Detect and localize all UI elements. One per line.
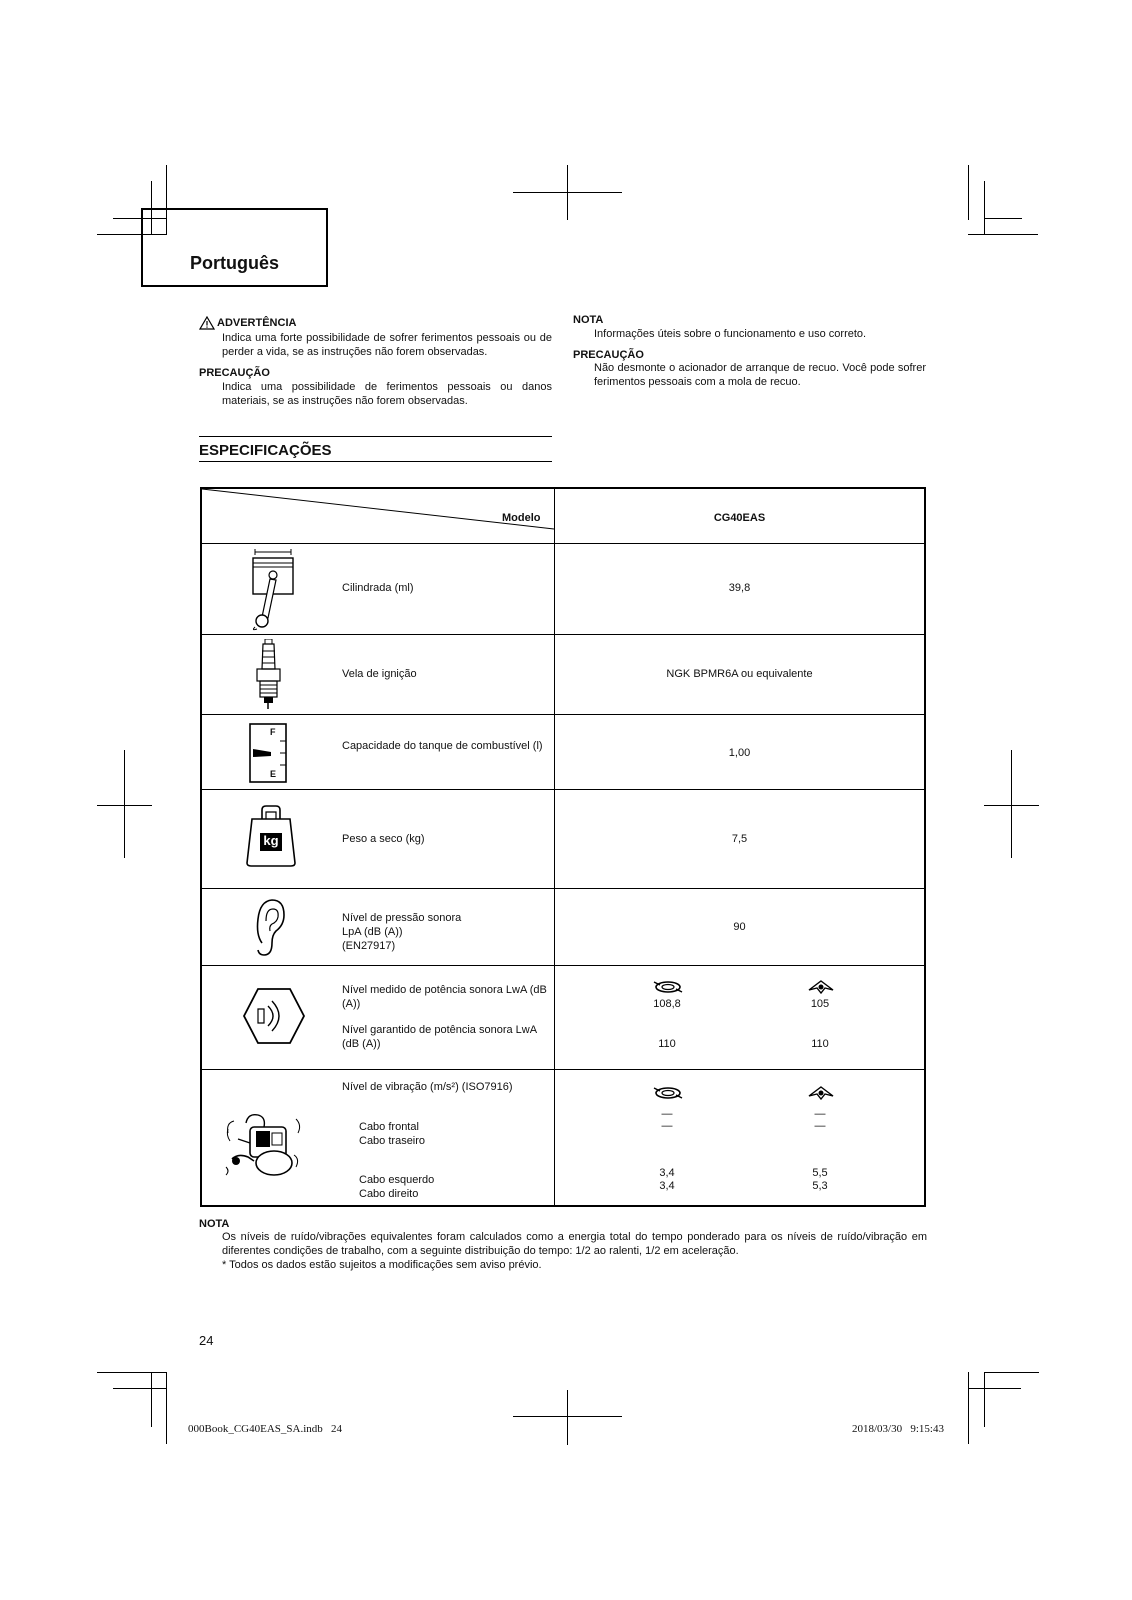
- caution-left-section: [199, 367, 552, 408]
- weight-icon: [246, 805, 296, 867]
- header-model-value: CG40EAS: [713, 512, 766, 524]
- weight-unit-label: kg: [263, 833, 279, 848]
- warning-label: ADVERTÊNCIA: [217, 317, 297, 329]
- vibration-blade-rear: —: [814, 1120, 826, 1132]
- column-divider: [554, 489, 555, 1205]
- bottom-note-disclaimer: * Todos os dados estão sujeitos a modificações sem aviso prévio.: [222, 1259, 542, 1271]
- vibration-blade-right: 5,3: [812, 1180, 828, 1192]
- piston-icon: [247, 549, 302, 631]
- vibration-right-label: Cabo direito: [359, 1188, 419, 1200]
- fuel-tank-label: Capacidade do tanque de combustível (l): [342, 740, 543, 752]
- footer-timestamp: 2018/03/30 9:15:43: [852, 1423, 944, 1435]
- specifications-table: [200, 487, 926, 1207]
- sound-power-blade-guaranteed: 110: [811, 1038, 829, 1050]
- blade-cutter-icon: [805, 979, 837, 995]
- nylon-cutter-icon: [652, 979, 684, 995]
- vibration-rear-label: Cabo traseiro: [359, 1135, 426, 1147]
- ear-icon: [254, 897, 288, 959]
- bottom-note-text: Os níveis de ruído/vibrações equivalentes foram calculados como a energia total do tempo ponderado para os níveis de ruído/vibração em diferentes condições de trabalho, com a seguinte distribuição do tempo: 1/2 ao ralenti, 1/2 em aceleração.: [222, 1231, 927, 1257]
- gauge-empty-label: E: [270, 769, 277, 779]
- vibration-blade-front: —: [814, 1108, 826, 1120]
- vibration-blade-left: 5,5: [812, 1167, 828, 1179]
- header-model-label: Modelo: [502, 512, 541, 524]
- sound-power-guaranteed-label: Nível garantido de potência sonora LwA (dB (A)): [342, 1024, 537, 1050]
- specifications-title: ESPECIFICAÇÕES: [199, 442, 332, 459]
- fuel-gauge-icon: [249, 723, 287, 783]
- sound-pressure-label-line-3: (EN27917): [342, 940, 396, 952]
- nylon-cutter-icon: [652, 1085, 684, 1101]
- warning-triangle-icon: [199, 316, 215, 330]
- page-number: 24: [199, 1333, 214, 1348]
- warning-text: Indica uma forte possibilidade de sofrer ferimentos pessoais ou de perder a vida, se as instruções não forem observadas.: [222, 332, 552, 358]
- warning-section: [199, 316, 552, 359]
- displacement-label: Cilindrada (ml): [342, 582, 414, 594]
- vibration-nylon-right: 3,4: [659, 1180, 675, 1192]
- language-heading: Português: [189, 253, 279, 273]
- sound-power-nylon-guaranteed: 110: [658, 1038, 676, 1050]
- blade-cutter-icon: [805, 1085, 837, 1101]
- caution-right-label: PRECAUÇÃO: [573, 349, 644, 361]
- dry-weight-label: Peso a seco (kg): [342, 833, 425, 845]
- sound-power-blade-measured: 105: [810, 998, 830, 1010]
- note-right-text: Informações úteis sobre o funcionamento e uso correto.: [594, 328, 867, 340]
- operator-vibration-icon: [224, 1109, 306, 1181]
- caution-left-label: PRECAUÇÃO: [199, 367, 270, 379]
- sound-power-nylon-measured: 108,8: [653, 998, 681, 1010]
- vibration-nylon-rear: —: [661, 1120, 673, 1132]
- caution-right-section: [573, 349, 926, 389]
- footer-file-name: 000Book_CG40EAS_SA.indb 24: [188, 1423, 343, 1435]
- vibration-nylon-left: 3,4: [659, 1167, 675, 1179]
- caution-left-text: Indica uma possibilidade de ferimentos pessoais ou danos materiais, se as instruções não forem observadas.: [222, 381, 552, 407]
- sound-pressure-value: 90: [733, 921, 746, 933]
- vibration-front-label: Cabo frontal: [359, 1121, 419, 1133]
- vibration-label: Nível de vibração (m/s²) (ISO7916): [342, 1081, 513, 1093]
- sound-pressure-label-line-2: LpA (dB (A)): [342, 926, 403, 938]
- displacement-value: 39,8: [728, 582, 751, 594]
- bottom-note-label: NOTA: [199, 1218, 230, 1230]
- vibration-nylon-front: —: [661, 1108, 673, 1120]
- specifications-heading: [199, 436, 552, 462]
- spark-plug-icon: [252, 639, 286, 711]
- dry-weight-value: 7,5: [731, 833, 748, 845]
- sound-power-icon: [242, 987, 306, 1045]
- spark-plug-label: Vela de ignição: [342, 668, 417, 680]
- sound-pressure-label: [342, 911, 461, 953]
- sound-pressure-label-line-1: Nível de pressão sonora: [342, 912, 462, 924]
- spark-plug-value: NGK BPMR6A ou equivalente: [666, 668, 813, 680]
- note-right-label: NOTA: [573, 314, 604, 326]
- caution-right-text: Não desmonte o acionador de arranque de recuo. Você pode sofrer ferimentos pessoais com a mola de recuo.: [594, 362, 926, 388]
- note-right-section: [573, 314, 926, 341]
- language-heading-box: [141, 208, 328, 287]
- vibration-left-label: Cabo esquerdo: [359, 1174, 435, 1186]
- gauge-full-label: F: [270, 727, 276, 737]
- bottom-note-section: [199, 1218, 927, 1272]
- sound-power-measured-label: Nível medido de potência sonora LwA (dB (A)): [342, 984, 547, 1010]
- fuel-tank-value: 1,00: [728, 747, 751, 759]
